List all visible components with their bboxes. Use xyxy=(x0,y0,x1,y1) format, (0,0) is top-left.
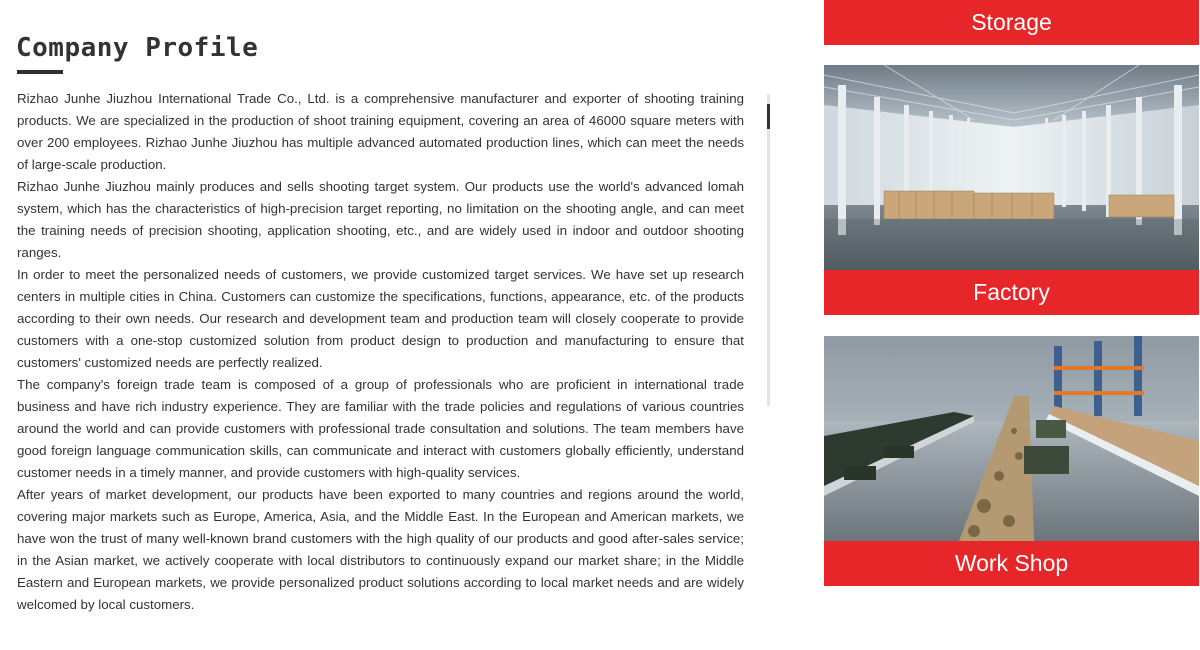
scrollbar-thumb[interactable] xyxy=(767,104,770,129)
profile-paragraph-2: Rizhao Junhe Jiuzhou mainly produces and sells shooting target system. Our products use the world's advanced lomah system, which has the characteristics of high-precision target reporting, no limitation on the shooting angle, and can meet the training needs of precision shooting, application shooting, etc., and are widely used in indoor and outdoor shooting ranges. xyxy=(17,179,744,260)
page-title: Company Profile xyxy=(16,33,259,63)
text-scrollbar[interactable] xyxy=(767,94,770,406)
workshop-photo-icon[interactable] xyxy=(824,336,1199,541)
factory-label[interactable]: Factory xyxy=(824,270,1199,315)
storage-label[interactable]: Storage xyxy=(824,0,1199,45)
profile-paragraph-4: The company's foreign trade team is composed of a group of professionals who are proficient in international trade business and have rich industry experience. They are familiar with the trade policies and regulations of various countries around the world and can provide customers with professional trade consultation and solutions. The team members have good foreign language communication skills, can communicate and interact with customers globally efficiently, understand customer needs in a timely manner, and provide customers with high-quality services. xyxy=(17,377,744,480)
profile-paragraph-1: Rizhao Junhe Jiuzhou International Trade Co., Ltd. is a comprehensive manufacturer and exporter of shooting training products. We are specialized in the production of shoot training equipment, covering an area of 46000 square meters with over 200 employees. Rizhao Junhe Jiuzhou has multiple advanced automated production lines, which can meet the needs of large-scale production. xyxy=(17,91,744,172)
company-profile-text[interactable] xyxy=(17,88,744,618)
factory-photo-icon[interactable] xyxy=(824,65,1199,270)
profile-paragraph-3: In order to meet the personalized needs of customers, we provide customized target services. We have set up research centers in multiple cities in China. Customers can customize the specifications, functions, appearance, etc. of the products according to their own needs. Our research and development team and production team will closely cooperate to provide customers with a one-stop customized solution from product design to production and manufacturing to ensure that customers' customized needs are perfectly realized. xyxy=(17,267,744,370)
profile-paragraph-5: After years of market development, our products have been exported to many countries and regions around the world, covering major markets such as Europe, America, Asia, and the Middle East. In the European and American markets, we have won the trust of many well-known brand customers with the high quality of our products and good after-sales service; in the Asian market, we actively cooperate with local distributors to continuously expand our market share; in the Middle Eastern and European markets, we provide personalized product solutions according to local market needs and are widely welcomed by local customers. xyxy=(17,487,744,612)
title-underline xyxy=(17,70,63,74)
workshop-label[interactable]: Work Shop xyxy=(824,541,1199,586)
